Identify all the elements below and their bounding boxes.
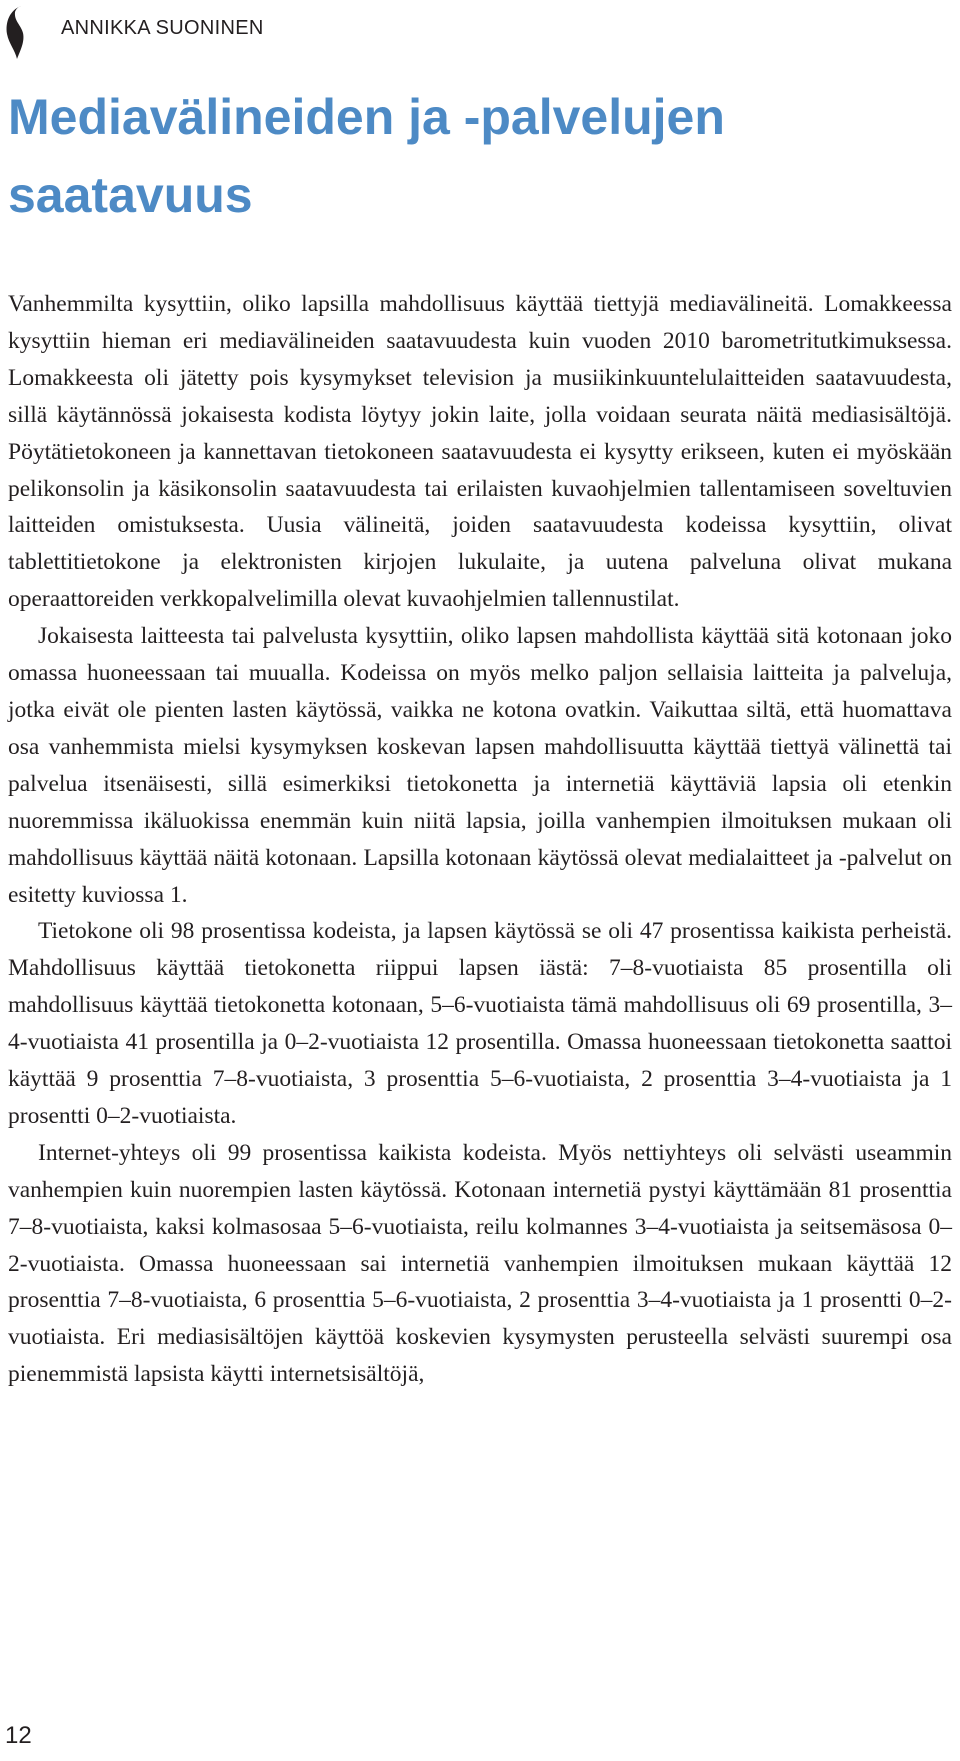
running-head — [0, 0, 960, 60]
paragraph: Tietokone oli 98 prosentissa kodeista, ja lapsen käytössä se oli 47 prosentissa kaikista perheistä. Mahdollisuus käyttää tietokonetta riippui lapsen iästä: 7–8-vuotiaista 85 prosentilla oli mahdollisuus käyttää tietokonetta kotonaan, 5–6-vuotiaista tämä mahdollisuus oli 69 prosentilla, 3–4-vuotiaista 41 prosentilla ja 0–2-vuotiaista 12 prosentilla. Omassa huoneessaan tietokonetta saattoi käyttää 9 prosenttia 7–8-vuotiaista, 3 prosenttia 5–6-vuotiaista, 2 prosenttia 3–4-vuotiaista ja 1 prosentti 0–2-vuotiaista. — [8, 918, 952, 1129]
page-number: 12 — [5, 1722, 32, 1749]
paragraph: Jokaisesta laitteesta tai palvelusta kysyttiin, oliko lapsen mahdollista käyttää sitä kotonaan joko omassa huoneessaan tai muualla. Kodeissa on myös melko paljon sellaisia laitteita ja palveluja, jotka eivät ole pienten lasten käytössä, vaikka ne kotona ovatkin. Vaikuttaa siltä, että huomattava osa vanhemmista mielsi kysymyksen koskevan lapsen mahdollisuutta käyttää tiettyä välinettä tai palvelua itsenäisesti, sillä esimerkiksi tietokonetta ja internetiä käyttäviä lapsia oli etenkin nuoremmissa ikäluokissa enemmän kuin niitä lapsia, joilla vanhempien ilmoituksen mukaan oli mahdollisuus käyttää näitä kotonaan. Lapsilla kotonaan käytössä olevat medialaitteet ja -palvelut on esitetty kuviossa 1. — [8, 623, 952, 908]
series-logo-icon — [2, 4, 32, 60]
paragraph: Vanhemmilta kysyttiin, oliko lapsilla mahdollisuus käyttää tiettyjä mediavälineitä. Lomakkeessa kysyttiin hieman eri mediavälineiden saatavuudesta kuin vuoden 2010 barometritutkimuksessa. Lomakkeesta oli jätetty pois kysymykset television ja musiikinkuuntelulaitteiden saatavuudesta, sillä käytännössä jokaisesta kodista löytyy jokin laite, jolla voidaan seurata näitä mediasisältöjä. Pöytätietokoneen ja kannettavan tietokoneen saatavuudesta ei kysytty erikseen, kuten ei myöskään pelikonsolin ja käsikonsolin saatavuudesta tai erilaisten kuvaohjelmien tallentamiseen soveltuvien laitteiden omistuksesta. Uusia välineitä, joiden saatavuudesta kodeissa kysyttiin, olivat tablettitietokone ja elektronisten kirjojen lukulaite, ja uutena palveluna olivat mukana operaattoreiden verkkopalvelimilla olevat kuvaohjelmien tallennustilat. — [8, 291, 952, 613]
paragraph: Internet-yhteys oli 99 prosentissa kaikista kodeista. Myös nettiyhteys oli selvästi useammin vanhempien kuin nuorempien lasten käytössä. Kotonaan internetiä pystyi käyttämään 81 prosenttia 7–8-vuotiaista, kaksi kolmasosaa 5–6-vuotiaista, reilu kolmannes 3–4-vuotiaista ja seitsemäsosa 0–2-vuotiaista. Omassa huoneessaan sai internetiä vanhempien ilmoituksen mukaan käyttää 12 prosenttia 7–8-vuotiaista, 6 prosenttia 5–6-vuotiaista, 2 prosenttia 3–4-vuotiaista ja 1 prosentti 0–2-vuotiaista. Eri mediasisältöjen käyttöä koskevien kysymysten perusteella selvästi suurempi osa pienemmistä lapsista käytti internetsisältöjä, — [8, 1139, 952, 1388]
author-name: ANNIKKA SUONINEN — [61, 17, 264, 39]
body-text — [8, 286, 952, 1393]
chapter-title: Mediavälineiden ja -palvelujen saatavuus — [8, 89, 725, 223]
